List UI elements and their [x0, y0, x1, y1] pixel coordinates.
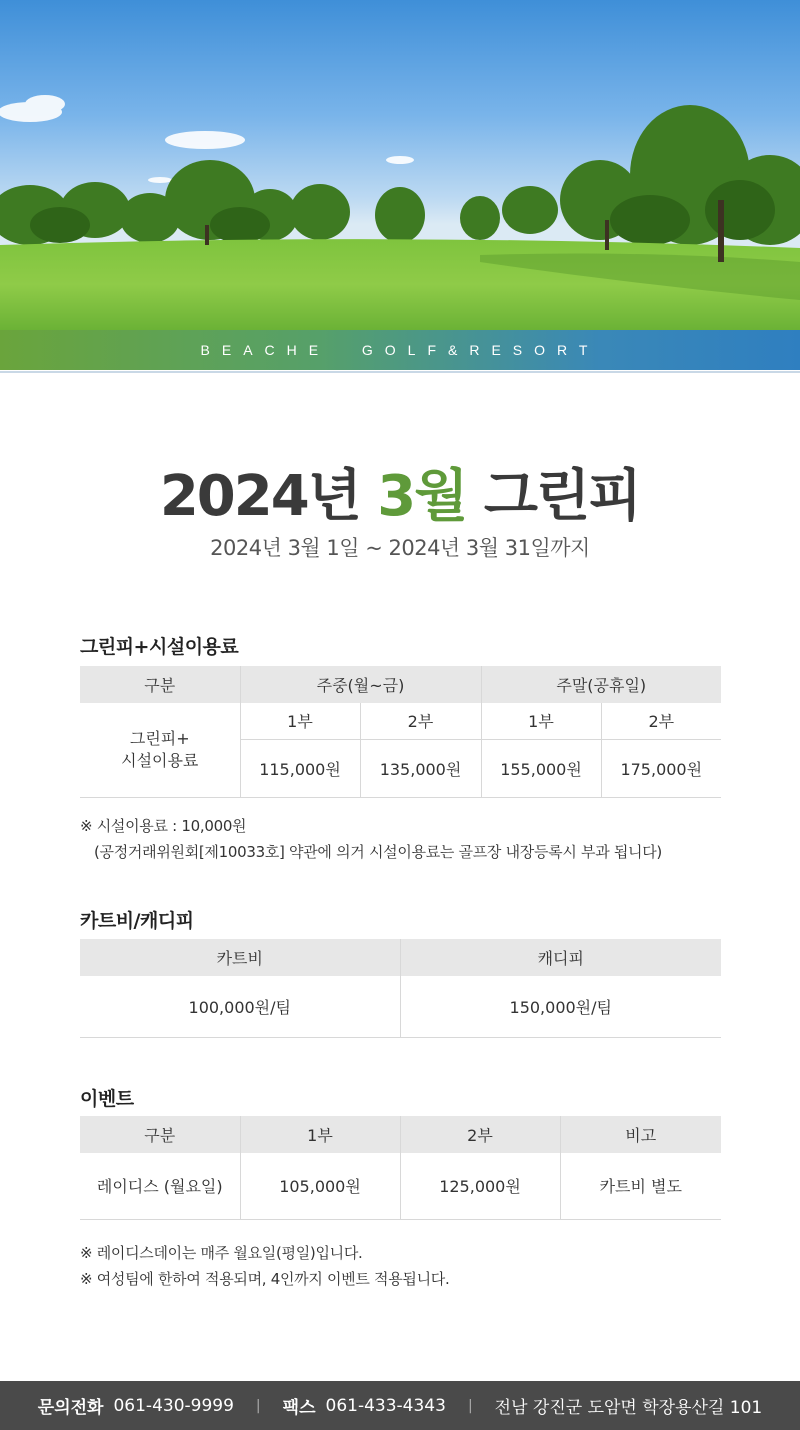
- weekend-part2-price: 175,000원: [601, 739, 721, 797]
- header-caddie: 캐디피: [400, 939, 721, 976]
- event-row-label: 레이디스 (월요일): [80, 1153, 240, 1219]
- table-row: [80, 1153, 721, 1219]
- separator: |: [255, 1397, 261, 1414]
- caddie-price: 150,000원/팀: [400, 976, 721, 1037]
- greenfee-table: [80, 666, 721, 798]
- header-cart: 카트비: [80, 939, 400, 976]
- title-label: 그린피: [483, 464, 641, 529]
- fax-label: 팩스: [282, 1398, 316, 1418]
- row-label: [80, 703, 240, 797]
- header-category: 구분: [80, 666, 240, 703]
- weekend-part1-price: 155,000원: [481, 739, 601, 797]
- cart-table: [80, 939, 721, 1038]
- note-line: ※ 시설이용료 : 10,000원: [80, 817, 247, 835]
- phone-number[interactable]: 061-430-9999: [113, 1395, 234, 1416]
- cart-section-title: 카트비/캐디피: [80, 910, 194, 932]
- event-section-title: 이벤트: [80, 1088, 134, 1110]
- greenfee-note: [80, 813, 662, 865]
- page-title: [0, 452, 800, 532]
- header-weekend: 주말(공휴일): [481, 666, 721, 703]
- event-table: [80, 1116, 721, 1220]
- note-line: ※ 여성팀에 한하여 적용되며, 4인까지 이벤트 적용됩니다.: [80, 1270, 450, 1288]
- row-label-line2: 시설이용료: [121, 750, 199, 770]
- weekday-part1-price: 115,000원: [240, 739, 360, 797]
- table-header-row: [80, 939, 721, 976]
- weekday-part1-label: 1부: [240, 703, 360, 739]
- weekday-part2-label: 2부: [360, 703, 481, 739]
- header-part2: 2부: [400, 1116, 560, 1153]
- period-text: 2024년 3월 1일 ~ 2024년 3월 31일까지: [210, 536, 590, 560]
- note-line: ※ 레이디스데이는 매주 월요일(평일)입니다.: [80, 1244, 363, 1262]
- event-note-text: [80, 1240, 449, 1292]
- greenfee-section-title: 그린피+시설이용료: [80, 636, 239, 658]
- table-subheader-row: [80, 703, 721, 739]
- table-row: [80, 976, 721, 1037]
- footer-contact-bar: [0, 1381, 800, 1430]
- title-year: 2024년: [159, 464, 360, 529]
- hero-image: [0, 0, 800, 330]
- header-part1: 1부: [240, 1116, 400, 1153]
- header-weekday: 주중(월~금): [240, 666, 481, 703]
- divider: [0, 371, 800, 373]
- event-part2-price: 125,000원: [400, 1153, 560, 1219]
- note-line: (공정거래위원회[제10033호] 약관에 의거 시설이용료는 골프장 내장등록시 부과 됩니다): [94, 843, 662, 861]
- table-header-row: [80, 666, 721, 703]
- golf-course-landscape: [0, 0, 800, 330]
- weekend-part1-label: 1부: [481, 703, 601, 739]
- separator: |: [467, 1397, 473, 1414]
- brand-name: BEACHE GOLF&RESORT: [200, 342, 600, 358]
- brand-band: [0, 330, 800, 370]
- fax-number: 061-433-4343: [325, 1395, 446, 1416]
- header-category: 구분: [80, 1116, 240, 1153]
- row-label-line1: 그린피+: [129, 728, 190, 748]
- phone-label: 문의전화: [37, 1398, 104, 1418]
- weekday-part2-price: 135,000원: [360, 739, 481, 797]
- table-header-row: [80, 1116, 721, 1153]
- weekend-part2-label: 2부: [601, 703, 721, 739]
- cart-price: 100,000원/팀: [80, 976, 400, 1037]
- header-note: 비고: [560, 1116, 721, 1153]
- event-part1-price: 105,000원: [240, 1153, 400, 1219]
- address: 전남 강진군 도암면 학장용산길 101: [494, 1398, 763, 1418]
- title-month: 3월: [377, 464, 467, 529]
- event-note: 카트비 별도: [560, 1153, 721, 1219]
